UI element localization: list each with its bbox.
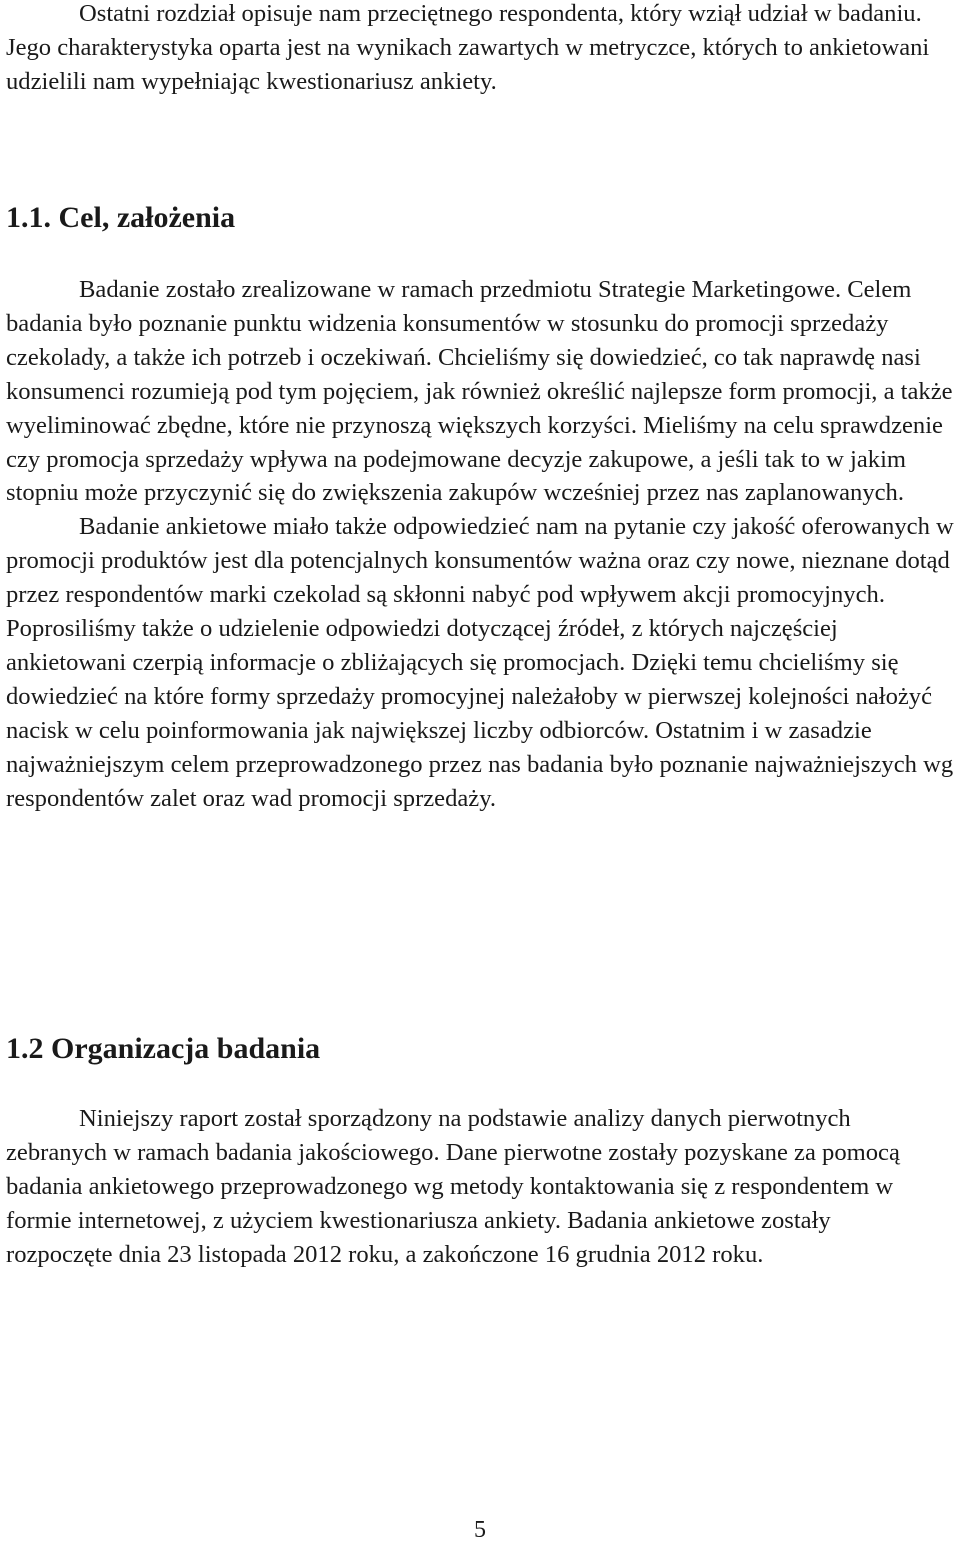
section-1-1-body [6, 273, 956, 816]
intro-paragraph: Ostatni rozdział opisuje nam przeciętnego respondenta, który wziął udział w badaniu. Jego charakterystyka oparta jest na wynikach zawartych w metryczce, których to ankietowani udzielili nam wypełniając kwestionariusz ankiety. [6, 0, 930, 95]
section-heading-cel-zalozenia: 1.1. Cel, założenia [6, 201, 236, 234]
section-1-1-paragraph-1: Badanie zostało zrealizowane w ramach przedmiotu Strategie Marketingowe. Celem badania było poznanie punktu widzenia konsumentów w stosunku do promocji sprzedaży czekolady, a także ich potrzeb i oczekiwań. Chcieliśmy się dowiedzieć, co tak naprawdę nasi konsumenci rozumieją pod tym pojęciem, jak również określić najlepsze form promocji, a także wyeliminować zbędne, które nie przynoszą większych korzyści. Mieliśmy na celu sprawdzenie czy promocja sprzedaży wpływa na podejmowane decyzje zakupowe, a jeśli tak to w jakim stopniu może przyczynić się do zwiększenia zakupów wcześniej przez nas zaplanowanych. [6, 276, 953, 507]
intro-section [6, 0, 946, 99]
page-number: 5 [474, 1517, 486, 1543]
section-1-2-body [6, 1102, 911, 1272]
section-heading-organizacja-badania: 1.2 Organizacja badania [6, 1032, 321, 1065]
section-1-2-paragraph: Niniejszy raport został sporządzony na podstawie analizy danych pierwotnych zebranych w ramach badania jakościowego. Dane pierwotne zostały pozyskane za pomocą badania ankietowego przeprowadzonego wg metody kontaktowania się z respondentem w formie internetowej, z użyciem kwestionariusza ankiety. Badania ankietowe zostały rozpoczęte dnia 23 listopada 2012 roku, a zakończone 16 grudnia 2012 roku. [6, 1105, 900, 1268]
section-1-1-paragraph-2: Badanie ankietowe miało także odpowiedzieć nam na pytanie czy jakość oferowanych w promocji produktów jest dla potencjalnych konsumentów ważna oraz czy nowe, nieznane dotąd przez respondentów marki czekolad są skłonni nabyć pod wpływem akcji promocyjnych. Poprosiliśmy także o udzielenie odpowiedzi dotyczącej źródeł, z których najczęściej ankietowani czerpią informacje o zbliżających się promocjach. Dzięki temu chcieliśmy się dowiedzieć na które formy sprzedaży promocyjnej należałoby w pierwszej kolejności nałożyć nacisk w celu poinformowania jak największej liczby odbiorców. Ostatnim i w zasadzie najważniejszym celem przeprowadzonego przez nas badania było poznanie najważniejszych wg respondentów zalet oraz wad promocji sprzedaży. [6, 513, 954, 812]
